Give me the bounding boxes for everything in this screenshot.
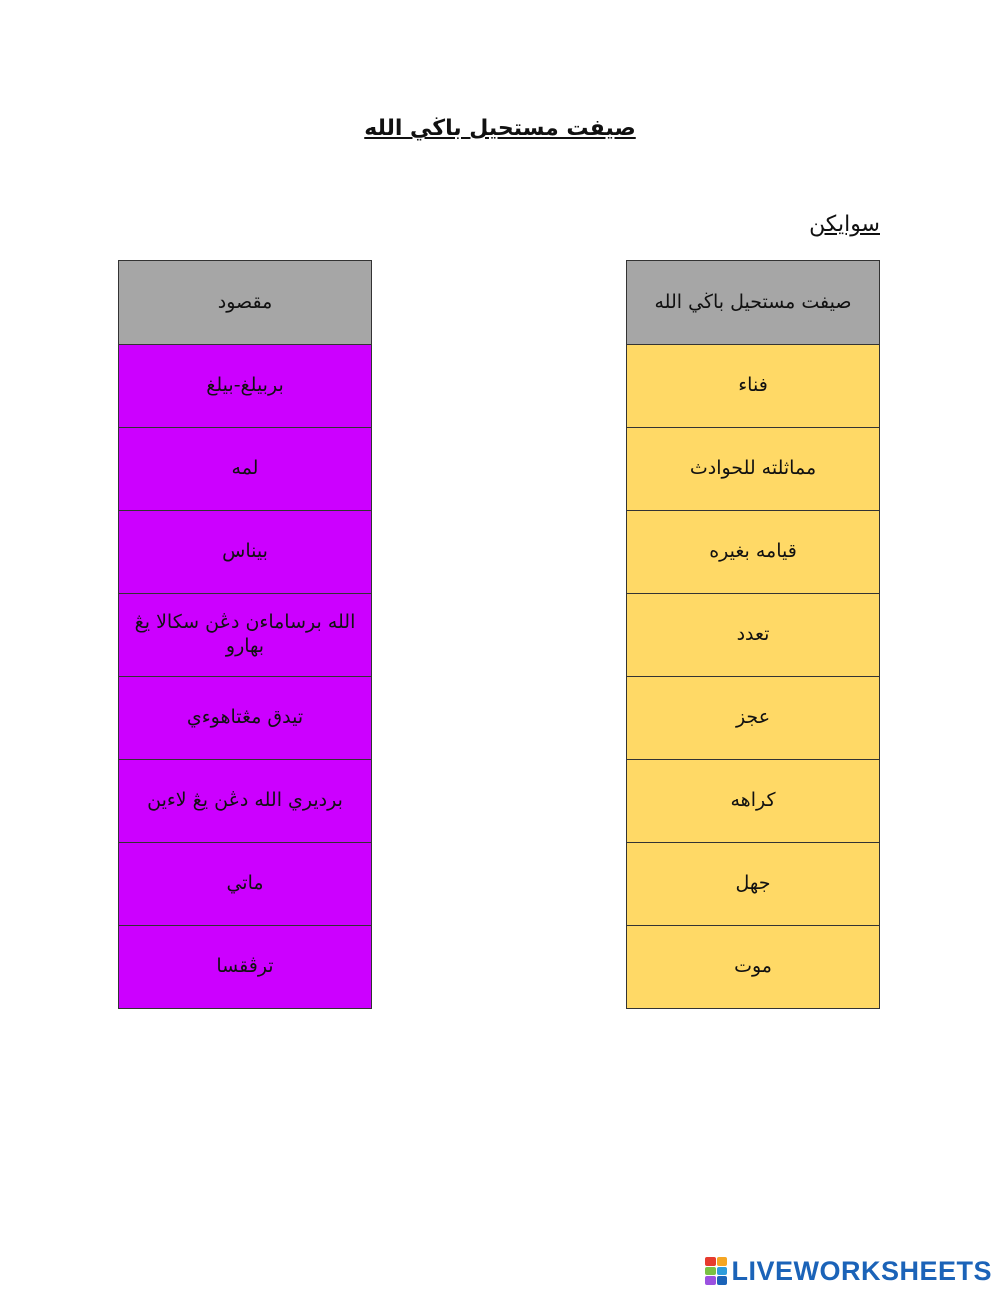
attribute-item[interactable]: فناء xyxy=(627,344,879,427)
meaning-item[interactable]: بربيلغ-بيلغ xyxy=(119,344,371,427)
meaning-item[interactable]: ترڤقسا xyxy=(119,925,371,1008)
liveworksheets-brand xyxy=(705,1254,992,1288)
meaning-item[interactable]: الله برساماءن دڠن سکالا يڠ بهارو xyxy=(119,593,371,676)
attribute-item[interactable]: عجز xyxy=(627,676,879,759)
worksheet-title: صيفت مستحيل باڬي الله xyxy=(364,116,636,141)
attribute-item[interactable]: قيامه بغيره xyxy=(627,510,879,593)
attribute-item[interactable]: مماثلته للحوادث xyxy=(627,427,879,510)
attribute-item[interactable]: موت xyxy=(627,925,879,1008)
meaning-column xyxy=(118,260,372,1009)
attribute-item[interactable]: تعدد xyxy=(627,593,879,676)
instruction-label: سوايكن xyxy=(809,212,880,237)
attribute-column xyxy=(626,260,880,1009)
meaning-column-header: مقصود xyxy=(119,261,371,344)
meaning-item[interactable]: ماتي xyxy=(119,842,371,925)
liveworksheets-wordmark: LIVEWORKSHEETS xyxy=(731,1255,992,1286)
meaning-item[interactable]: بيناس xyxy=(119,510,371,593)
meaning-item[interactable]: برديري الله دڠن يڠ لاءين xyxy=(119,759,371,842)
meaning-item[interactable]: لمه xyxy=(119,427,371,510)
attribute-column-header: صيفت مستحيل باڬي الله xyxy=(627,261,879,344)
liveworksheets-logo-icon xyxy=(705,1257,727,1285)
meaning-item[interactable]: تيدق مڠتاهوءي xyxy=(119,676,371,759)
attribute-item[interactable]: كراهه xyxy=(627,759,879,842)
attribute-item[interactable]: جهل xyxy=(627,842,879,925)
